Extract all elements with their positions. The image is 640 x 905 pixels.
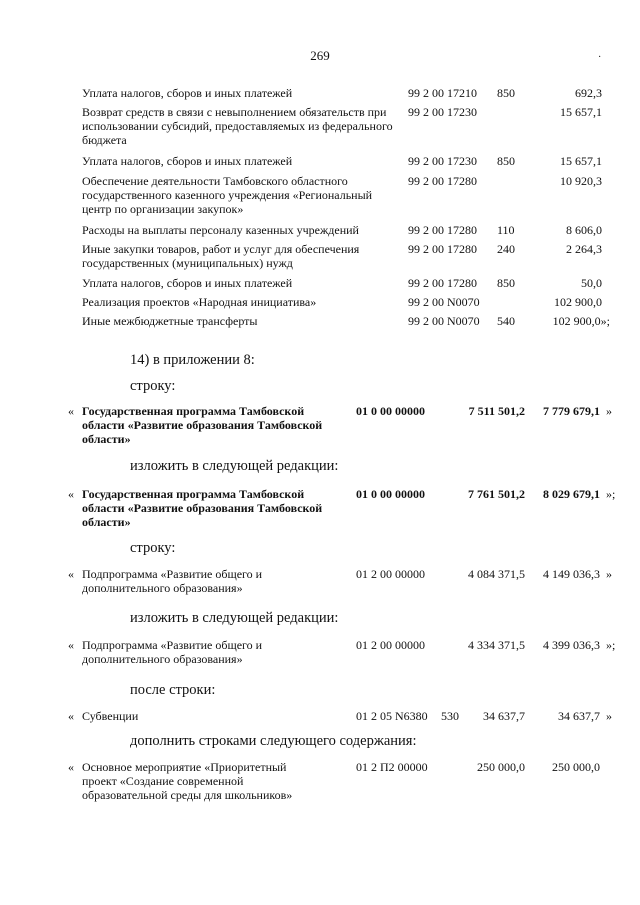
- instruction-stroku: строку:: [130, 540, 176, 556]
- block-code: 01 0 00 00000: [356, 404, 425, 418]
- row-code: 99 2 00 N0070: [408, 295, 480, 309]
- block-value-1: 34 637,7: [483, 709, 525, 723]
- instruction-posle: после строки:: [130, 682, 216, 698]
- instruction-item-14: 14) в приложении 8:: [130, 352, 255, 368]
- close-quote: »;: [606, 638, 616, 652]
- row-kvr: 850: [497, 86, 515, 100]
- row-code: 99 2 00 17280: [408, 242, 477, 256]
- open-quote: «: [68, 638, 74, 652]
- row-sum: 102 900,0: [554, 295, 602, 309]
- row-name: Уплата налогов, сборов и иных платежей: [82, 86, 293, 100]
- close-quote: »: [606, 404, 612, 418]
- row-code: 99 2 00 N0070: [408, 314, 480, 328]
- block-value-2: 250 000,0: [552, 760, 600, 774]
- row-kvr: 540: [497, 314, 515, 328]
- row-name: Иные закупки товаров, работ и услуг для обеспечения государственных (муниципальных) нужд: [82, 242, 360, 270]
- block-value-2: 34 637,7: [558, 709, 600, 723]
- corner-dot: ·: [598, 52, 602, 63]
- row-name: Обеспечение деятельности Тамбовского областного государственного казенного учреждения «Региональный центр по организации закупок»: [82, 174, 373, 216]
- block-code: 01 2 00 00000: [356, 638, 425, 652]
- row-name: Возврат средств в связи с невыполнением обязательств при использовании субсидий, предоставляемых из федерального бюджета: [82, 105, 393, 147]
- block-name: Подпрограмма «Развитие общего и дополнительного образования»: [82, 638, 263, 666]
- block-code: 01 0 00 00000: [356, 487, 425, 501]
- open-quote: «: [68, 567, 74, 581]
- row-code: 99 2 00 17280: [408, 276, 477, 290]
- block-value-2: 4 149 036,3: [543, 567, 600, 581]
- row-sum: 102 900,0»;: [552, 314, 610, 328]
- block-name: Подпрограмма «Развитие общего и дополнительного образования»: [82, 567, 263, 595]
- instruction-stroku: строку:: [130, 378, 176, 394]
- row-sum: 10 920,3: [560, 174, 602, 188]
- row-code: 99 2 00 17230: [408, 105, 477, 119]
- block-value-1: 7 761 501,2: [468, 487, 525, 501]
- row-kvr: 240: [497, 242, 515, 256]
- instruction-izlozhit: изложить в следующей редакции:: [130, 458, 339, 474]
- close-quote: »: [606, 567, 612, 581]
- block-code: 01 2 П2 00000: [356, 760, 428, 774]
- block-value-1: 250 000,0: [477, 760, 525, 774]
- block-name: Государственная программа Тамбовской области «Развитие образования Тамбовской области»: [82, 404, 323, 446]
- row-name: Уплата налогов, сборов и иных платежей: [82, 154, 293, 168]
- row-code: 99 2 00 17230: [408, 154, 477, 168]
- row-name: Реализация проектов «Народная инициатива»: [82, 295, 317, 309]
- row-sum: 15 657,1: [560, 105, 602, 119]
- row-sum: 692,3: [575, 86, 602, 100]
- row-name: Иные межбюджетные трансферты: [82, 314, 258, 328]
- open-quote: «: [68, 760, 74, 774]
- row-code: 99 2 00 17280: [408, 223, 477, 237]
- row-code: 99 2 00 17210: [408, 86, 477, 100]
- row-code: 99 2 00 17280: [408, 174, 477, 188]
- block-kvr: 530: [441, 709, 459, 723]
- row-kvr: 850: [497, 276, 515, 290]
- block-name: Государственная программа Тамбовской области «Развитие образования Тамбовской области»: [82, 487, 323, 529]
- block-value-1: 7 511 501,2: [468, 404, 525, 418]
- block-value-2: 7 779 679,1: [543, 404, 600, 418]
- block-name: Субвенции: [82, 709, 139, 723]
- row-sum: 8 606,0: [566, 223, 602, 237]
- row-sum: 15 657,1: [560, 154, 602, 168]
- open-quote: «: [68, 487, 74, 501]
- block-name: Основное мероприятие «Приоритетный проект «Создание современной образовательной среды для школьников»: [82, 760, 293, 802]
- block-value-1: 4 334 371,5: [468, 638, 525, 652]
- block-value-2: 8 029 679,1: [543, 487, 600, 501]
- row-sum: 50,0: [581, 276, 602, 290]
- page-number: 269: [310, 48, 330, 63]
- instruction-dopolnit: дополнить строками следующего содержания:: [130, 733, 417, 749]
- row-name: Уплата налогов, сборов и иных платежей: [82, 276, 293, 290]
- block-code: 01 2 05 N6380: [356, 709, 428, 723]
- row-sum: 2 264,3: [566, 242, 602, 256]
- open-quote: «: [68, 709, 74, 723]
- open-quote: «: [68, 404, 74, 418]
- block-value-2: 4 399 036,3: [543, 638, 600, 652]
- row-kvr: 110: [497, 223, 515, 237]
- close-quote: »;: [606, 487, 616, 501]
- instruction-izlozhit: изложить в следующей редакции:: [130, 610, 339, 626]
- block-code: 01 2 00 00000: [356, 567, 425, 581]
- block-value-1: 4 084 371,5: [468, 567, 525, 581]
- row-kvr: 850: [497, 154, 515, 168]
- close-quote: »: [606, 709, 612, 723]
- row-name: Расходы на выплаты персоналу казенных учреждений: [82, 223, 359, 237]
